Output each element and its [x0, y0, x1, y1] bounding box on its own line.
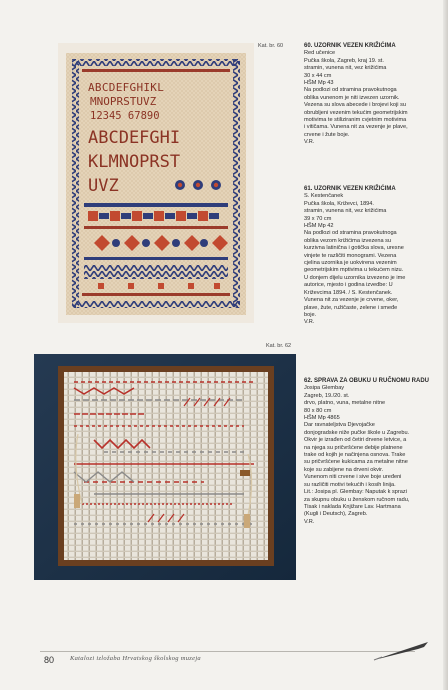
entry-line: Vunena nit za vezenje je crvene, oker,: [304, 297, 399, 304]
entry-line: V.R.: [304, 139, 315, 146]
entry-line: za skupnu obuku u ženskom ručnom radu,: [304, 496, 410, 503]
entry-line: plave, žute, ružičaste, zelene i smeđe: [304, 304, 398, 311]
entry-line: Vunenom niti crvene i sive boje uređeni: [304, 474, 402, 481]
entry-line: Na podlozi od stramina pravokutnoga: [304, 230, 397, 237]
entry-line: 80 x 80 cm: [304, 407, 332, 414]
entry-line: vinjete te različiti monogrami. Vezena: [304, 252, 397, 259]
entry-line: donjogradske niže pučke škole u Zagrebu.: [304, 429, 410, 436]
sampler-row-1: ABCDEFGHIKL: [88, 81, 165, 94]
entry-line: Vezena su slova abecede i brojevi koji su: [304, 102, 406, 109]
entry-line: Lit.: Josipa pl. Glembay: Naputak k sprazi: [304, 489, 407, 496]
entry-line: oblika vunenom je niti izvezen uzornik.: [304, 94, 400, 101]
entry-line: HŠM Mp 4865: [304, 415, 340, 422]
entry-line: S. Kestenčanek: [304, 193, 344, 200]
entry-line: geometrijskim mptivima u tekućem nizu.: [304, 267, 404, 274]
entry-line: Okvir je izrađen od četiri drvene letvice, a: [304, 437, 407, 444]
apparatus-photo: [34, 354, 296, 580]
entry-line: i vitičama. Vunena nit za vezenje je plave,: [304, 124, 408, 131]
entry-line: stramin, vunena nit, vez križićima: [304, 208, 387, 215]
entry-line: obrubljeni vezenim tekućim geometrijskim: [304, 109, 408, 116]
entry-line: drvo, platno, vuna, metalne nitne: [304, 400, 386, 407]
sampler-row-5: KLMNOPRST: [88, 152, 181, 172]
entry-line: V.R.: [304, 319, 315, 326]
entry-line: (Kugli i Deutsch), Zagreb.: [304, 511, 368, 518]
catalogue-entry-60: [304, 43, 441, 147]
entry-line: koje su zabijene na drveni okvir.: [304, 466, 384, 473]
entry-line: boje.: [304, 311, 317, 318]
entry-line: 30 x 44 cm: [304, 72, 332, 79]
entry-line: Josipa Glembay: [304, 385, 345, 392]
entry-line: Na podlozi od stramina pravokutnoga: [304, 87, 397, 94]
entry-line: autorice, mjesto i godina izvedbe: U: [304, 282, 393, 289]
catalogue-label-60: Kat. br. 60: [258, 43, 284, 49]
footer-series-title: Katalozi izložaba Hrvatskog školskog muzeja: [70, 655, 201, 662]
entry-line: su pričvršćene kukicama za metalne nitne: [304, 459, 408, 466]
entry-line: stramin, vunena nit, vez križićima: [304, 65, 387, 72]
entry-line: crvene i žute boje.: [304, 131, 350, 138]
sampler-row-2: MNOPRSTUVZ: [90, 95, 157, 108]
entry-line: Red učenice: [304, 50, 336, 57]
sampler-row-6: UVZ: [88, 176, 119, 196]
entry-line: HŠM Mp 43: [304, 80, 334, 87]
entry-line: V.R.: [304, 518, 315, 525]
entry-line: Tisak i naklada Knjižare Lav. Hartmana: [304, 503, 401, 510]
catalogue-label-62: Kat. br. 62: [266, 343, 292, 349]
sampler-photo: [58, 43, 254, 323]
page-number: 80: [44, 655, 55, 665]
entry-line: cjelina uzornika je uokvirena vezenim: [304, 260, 397, 267]
entry-line: Križevcima 1894. / S. Kestenčanek.: [304, 289, 393, 296]
entry-line: su različiti motivi tekućih i kosih linija.: [304, 481, 396, 488]
entry-line: U donjem dijelu uzornika izvezeno je ime: [304, 274, 406, 281]
entry-line: Zagreb, 19./20. st.: [304, 392, 350, 399]
entry-title: 60. UZORNIK VEZEN KRIŽIĆIMA: [304, 43, 396, 49]
entry-line: trake od kojih je načinjena osnova. Trake: [304, 452, 406, 459]
entry-line: motivima te stiliziranim cvjetnim motivima: [304, 117, 407, 124]
entry-title: 61. UZORNIK VEZEN KRIŽIĆIMA: [304, 186, 396, 192]
entry-line: oblika vezom križićima izvezena su: [304, 237, 392, 244]
entry-line: Pučka škola, Križevci, 1894.: [304, 200, 374, 207]
page-spine: [443, 0, 448, 690]
sampler-row-4: ABCDEFGHI: [88, 128, 181, 148]
entry-line: Pučka škola, Zagreb, kraj 19. st.: [304, 57, 384, 64]
entry-line: Dar ravnateljstva Djevojačke: [304, 422, 375, 429]
catalogue-entry-62: [304, 378, 441, 526]
entry-line: kurzivna latinična i gotička slova, uresne: [304, 245, 404, 252]
sampler-row-3: 12345 67890: [90, 110, 160, 122]
footer-rule: [40, 651, 415, 652]
entry-line: na njega su pričvršćene debije platnene: [304, 444, 403, 451]
catalogue-entry-61: [304, 186, 441, 327]
fountain-pen-icon: [372, 640, 432, 662]
entry-title: 62. SPRAVA ZA OBUKU U RUČNOMU RADU: [304, 378, 430, 384]
entry-line: HŠM Mp 42: [304, 223, 334, 230]
entry-line: 39 x 70 cm: [304, 215, 332, 222]
